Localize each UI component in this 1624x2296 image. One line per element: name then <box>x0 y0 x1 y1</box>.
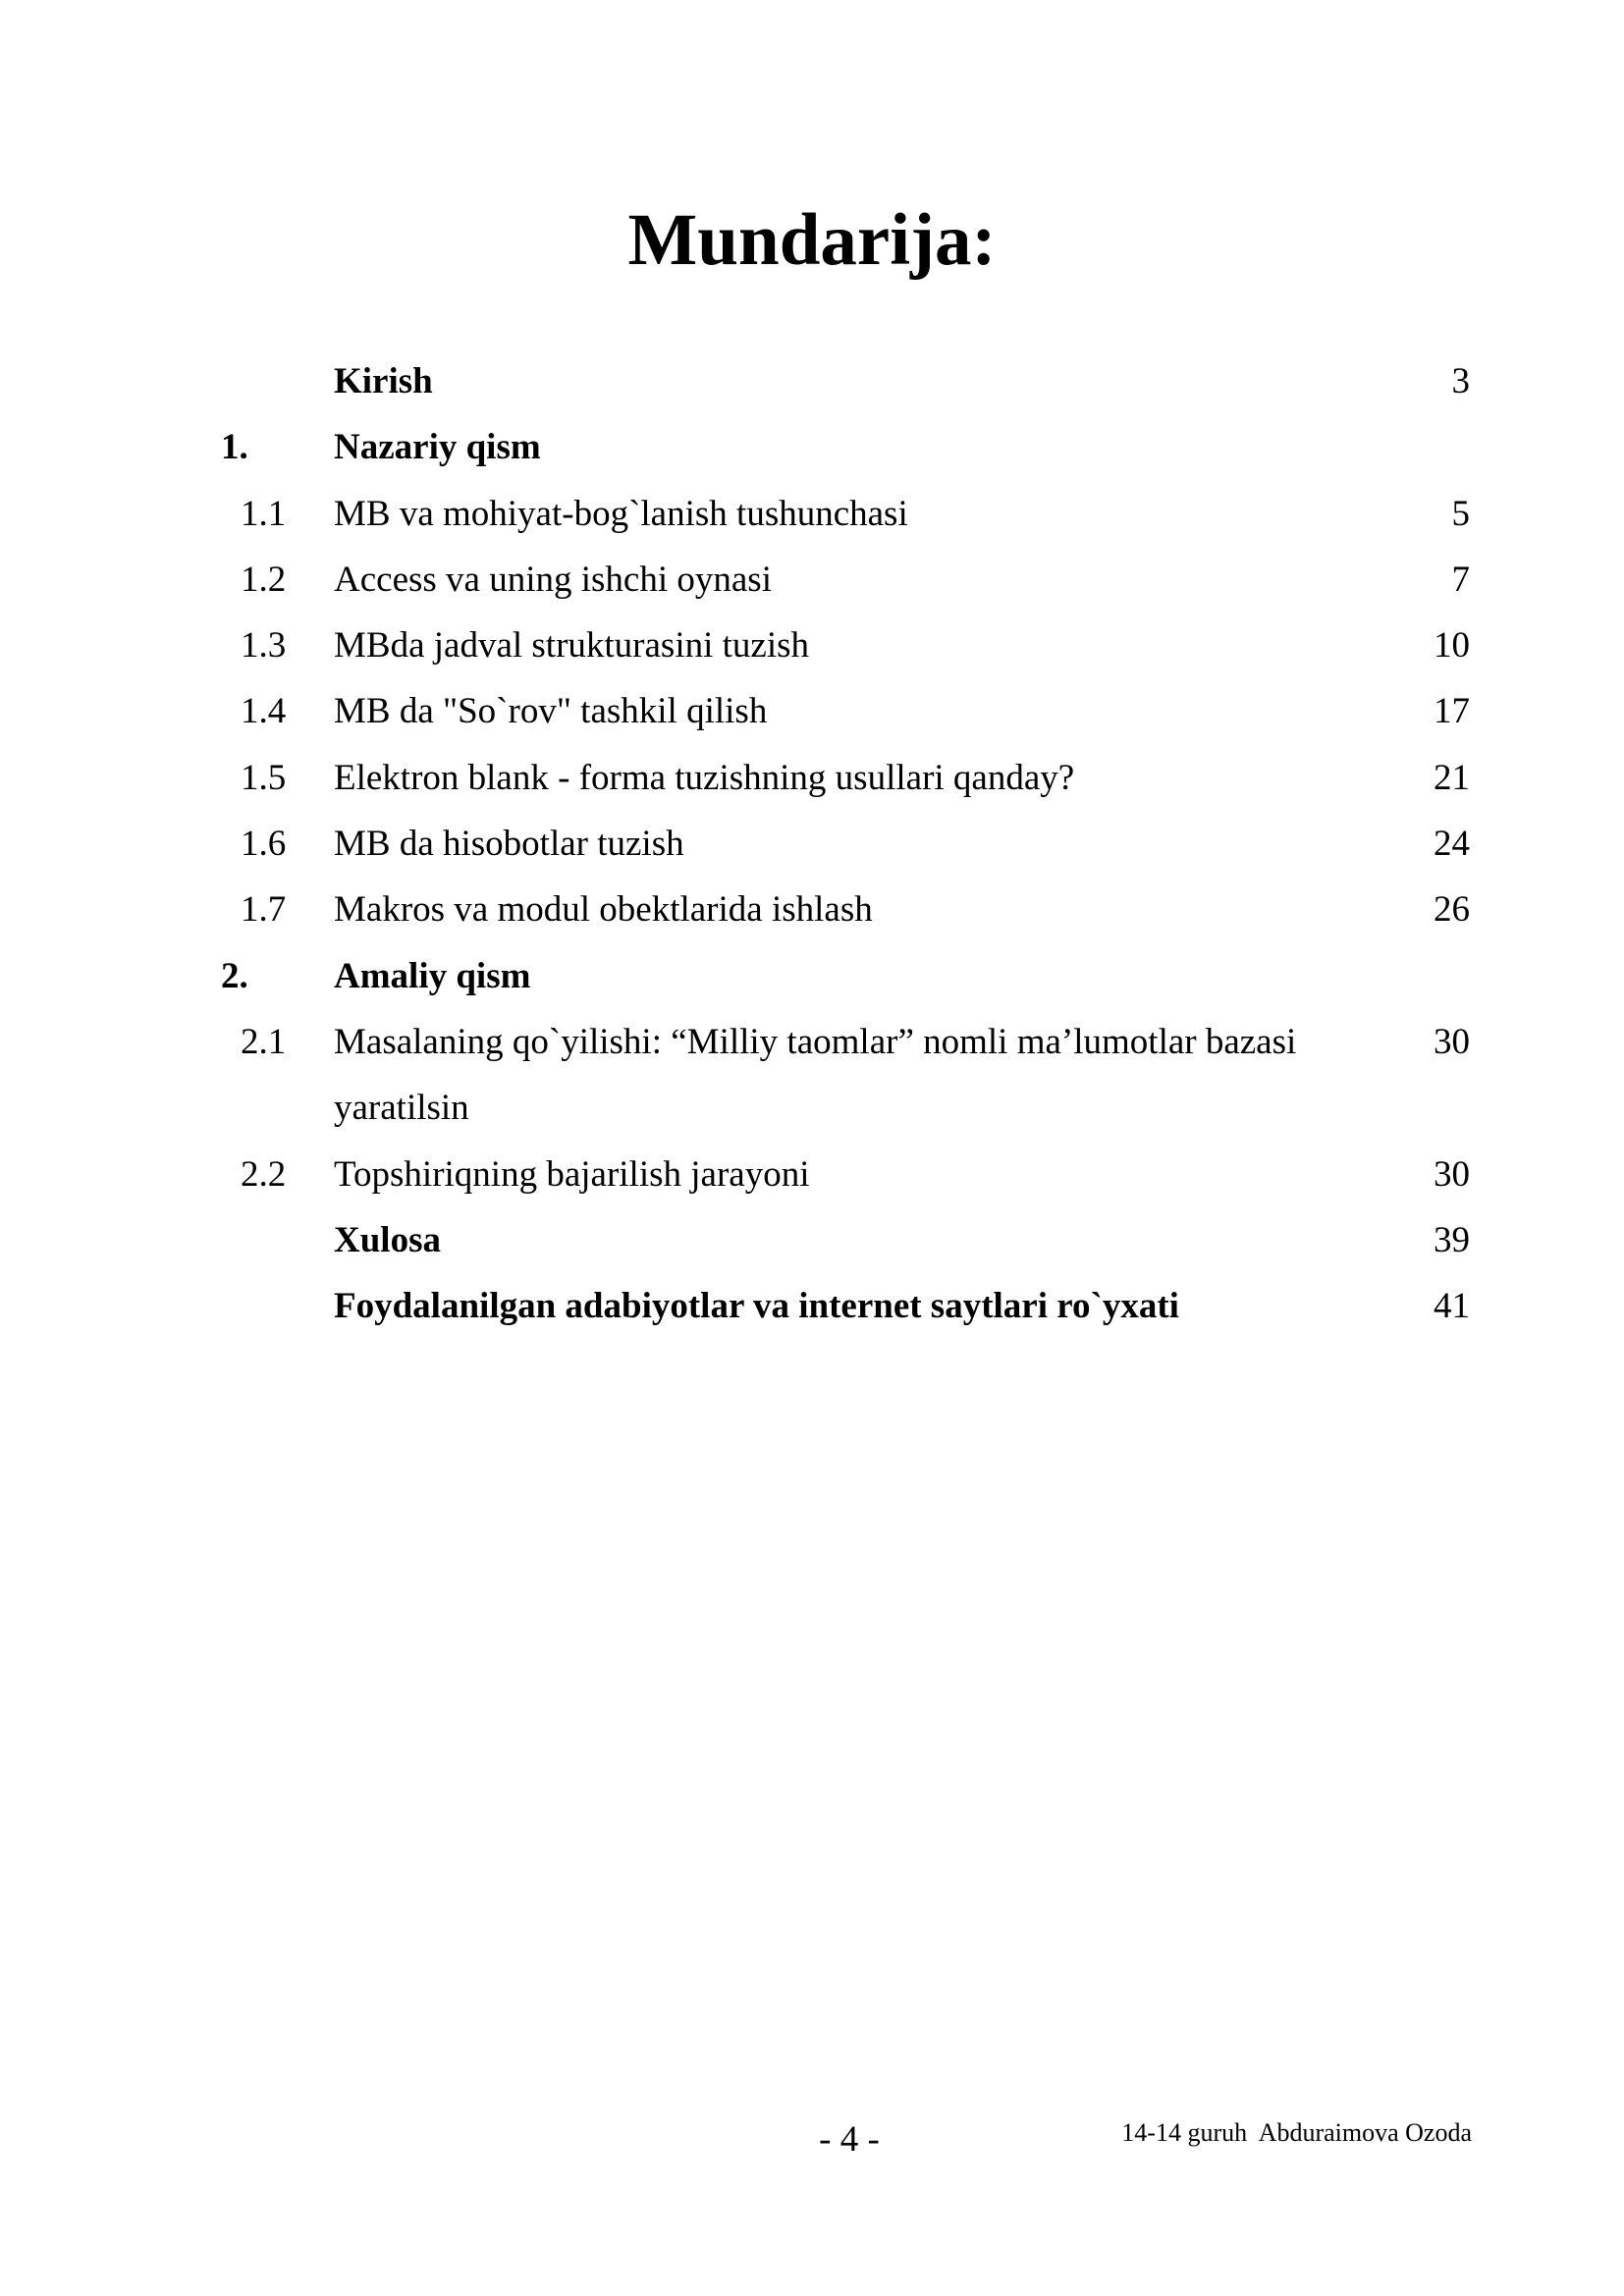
toc-entry-xulosa <box>0 1207 1624 1273</box>
toc-entry-number: 1.6 <box>241 824 287 865</box>
toc-entry-label: Kirish <box>334 361 433 401</box>
toc-entry-label: MB va mohiyat-bog`lanish tushunchasi <box>334 493 908 534</box>
toc-entry-page: 21 <box>1434 757 1470 798</box>
toc-entry-label: Foydalanilgan adabiyotlar va internet saytlari ro`yxati <box>334 1286 1179 1327</box>
toc-entry-number: 1.7 <box>241 889 287 931</box>
toc-entry-number: 1.5 <box>241 757 287 798</box>
toc-entry-label: Topshiriqning bajarilish jarayoni <box>334 1153 810 1195</box>
toc-entry-page: 17 <box>1434 691 1470 732</box>
toc-entry-1-5 <box>0 745 1624 811</box>
toc-entry-page: 39 <box>1434 1219 1470 1260</box>
page-number: - 4 - <box>819 2119 880 2160</box>
toc-entry-number: 1.2 <box>241 559 287 600</box>
toc-entry-page: 5 <box>1451 493 1470 534</box>
toc-entry-page: 3 <box>1451 361 1470 401</box>
toc-entry-1-7 <box>0 877 1624 942</box>
toc-entry-2-1 <box>0 1009 1624 1142</box>
toc-entry-page: 24 <box>1434 824 1470 865</box>
toc-entry-page: 26 <box>1434 889 1470 931</box>
toc-entry-1-4 <box>0 678 1624 744</box>
toc-entry-number: 2.2 <box>241 1153 287 1195</box>
toc-entry-number: 1. <box>221 427 248 468</box>
toc-entry-number: 1.1 <box>241 493 287 534</box>
toc-entry-label: MB da hisobotlar tuzish <box>334 824 684 865</box>
toc-entry-label: Xulosa <box>334 1219 441 1260</box>
page-title: Mundarija: <box>627 199 997 281</box>
toc-entry-number: 1.3 <box>241 625 287 667</box>
toc-entry-page: 41 <box>1434 1286 1470 1327</box>
toc-entry-chapter-2 <box>0 943 1624 1009</box>
toc-entry-page: 10 <box>1434 625 1470 667</box>
toc-entry-kirish <box>0 348 1624 414</box>
toc-entry-2-2 <box>0 1142 1624 1207</box>
toc-entry-label: Elektron blank - forma tuzishning usullari qanday? <box>334 757 1075 798</box>
toc-entry-label: MB da "So`rov" tashkil qilish <box>334 691 768 732</box>
toc-entry-1-2 <box>0 547 1624 613</box>
footer-author: 14-14 guruh Abduraimova Ozoda <box>1121 2118 1472 2147</box>
toc-entry-chapter-1 <box>0 414 1624 480</box>
toc-entry-page: 30 <box>1434 1153 1470 1195</box>
toc-entry-label: Makros va modul obektlarida ishlash <box>334 889 873 931</box>
toc-entry-label: MBda jadval strukturasini tuzish <box>334 625 810 667</box>
toc-entry-number: 1.4 <box>241 691 287 732</box>
toc-entry-1-3 <box>0 613 1624 678</box>
toc-entry-page: 7 <box>1451 559 1470 600</box>
toc-entry-label: Amaliy qism <box>334 955 531 996</box>
table-of-contents <box>0 348 1624 1339</box>
toc-entry-number: 2.1 <box>241 1021 287 1062</box>
toc-entry-references <box>0 1273 1624 1339</box>
toc-entry-number: 2. <box>221 955 248 996</box>
toc-entry-1-6 <box>0 811 1624 877</box>
toc-entry-1-1 <box>0 481 1624 547</box>
toc-entry-label: Access va uning ishchi oynasi <box>334 559 772 600</box>
toc-entry-label: Masalaning qo`yilishi: “Milliy taomlar” nomli ma’lumotlar bazasi yaratilsin <box>334 1021 1297 1129</box>
toc-entry-label: Nazariy qism <box>334 427 541 468</box>
toc-entry-page: 30 <box>1434 1021 1470 1062</box>
